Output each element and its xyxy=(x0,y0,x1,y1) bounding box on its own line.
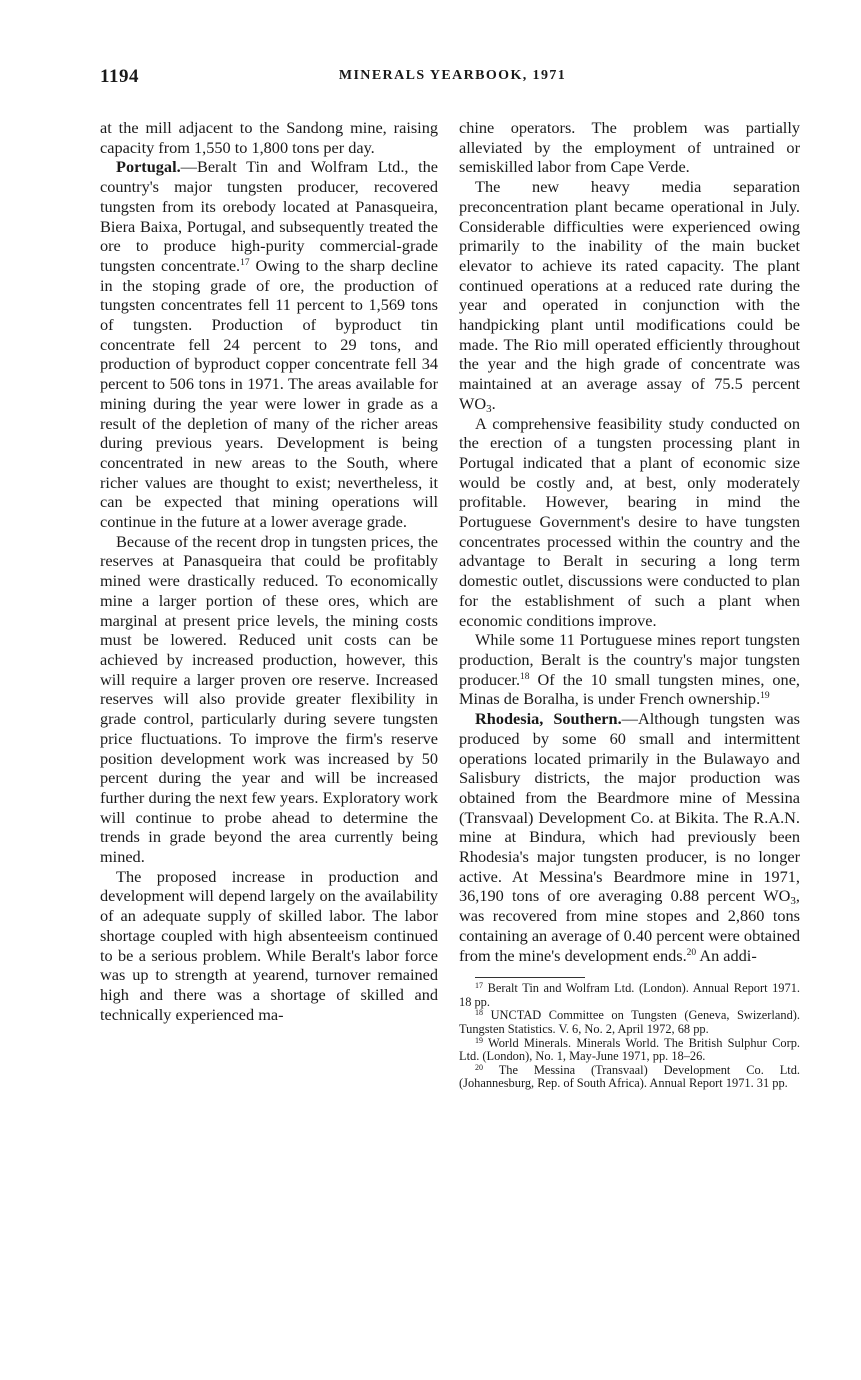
footnote-ref: 17 xyxy=(240,257,250,268)
chemical-subscript: 3 xyxy=(486,402,492,415)
section-heading-portugal: Portugal. xyxy=(116,157,181,177)
paragraph-portugal xyxy=(100,157,438,531)
paragraph-text: chine operators. The problem was partially alleviated by the employment of untrained or semiskilled labor from Cape Verde. xyxy=(459,118,800,177)
page-number: 1194 xyxy=(100,66,139,87)
paragraph-text: at the mill adjacent to the Sandong mine, raising capacity from 1,550 to 1,800 tons per day. xyxy=(100,118,438,157)
footnotes xyxy=(459,982,800,1091)
chemical-subscript: 3 xyxy=(790,895,796,908)
paragraph-text: Because of the recent drop in tungsten prices, the reserves at Panasqueira that could be profitably mined were drastically reduced. To economically mine a larger portion of these ores, which are marginal at present price levels, the mining costs must be lowered. Reduced unit costs can be achieved by increased production, however, this will require a larger proven ore reserve. Increased reserves will also provide greater flexibility in grade control, particularly during severe tungsten price fluctuations. To improve the firm's reserve position development work was increased by 50 percent during the year and will be increased further during the next few years. Exploratory work will continue to probe ahead to determine the trends in grade beyond the area currently being mined. xyxy=(100,531,438,867)
footnote-number: 20 xyxy=(475,1062,483,1072)
paragraph xyxy=(100,118,438,157)
paragraph-text: —Beralt Tin and Wolfram Ltd., the country's major tungsten producer, recovered tungsten from its orebody located at Panasqueira, Biera Baixa, Portugal, and subsequently treated the ore to produce high-purity commercial-grade tungsten concentrate. xyxy=(100,157,438,275)
footnote-text: UNCTAD Committee on Tungsten (Geneva, Swizerland). Tungsten Statistics. V. 6, No. 2, April 1972, 68 pp. xyxy=(459,1008,800,1037)
footnote-divider xyxy=(475,977,585,978)
paragraph xyxy=(459,118,800,177)
paragraph-text: The new heavy media separation preconcentration plant became operational in July. Considerable difficulties were experienced owing primarily to the inability of the main bucket elevator to achieve its rated capacity. The plant continued operations at a reduced rate during the year and operated in conjunction with the handpicking plant until modifications could be made. The Rio mill operated efficiently throughout the year and the high grade of concentrate was maintained at an average assay of 75.5 percent WO xyxy=(459,177,800,413)
paragraph-rhodesia xyxy=(459,709,800,965)
paragraph-text: While some 11 Portuguese mines report tungsten production, Beralt is the country's major tungsten producer. xyxy=(459,630,800,689)
left-column xyxy=(100,118,438,1024)
paragraph-text: . xyxy=(491,393,496,413)
paragraph xyxy=(459,630,800,709)
paragraph xyxy=(100,532,438,867)
paragraph-text: Owing to the sharp decline in the stoping grade of ore, the production of tungsten concentrates fell 11 percent to 1,569 tons of tungsten. Production of byproduct tin concentrate fell 24 percent to 29 tons, and production of byproduct copper concentrate fell 34 percent to 506 tons in 1971. The areas available for mining during the year were lower in grade as a result of the depletion of many of the richer areas during previous years. Development is being concentrated in new areas to the South, where richer values are thought to exist; nevertheless, it can be expected that mining operations will continue in the future at a lower average grade. xyxy=(100,255,439,532)
paragraph-text: A comprehensive feasibility study conducted on the erection of a tungsten processing plant in Portugal indicated that a plant of economic size would be costly and, at best, only moderately profitable. However, bearing in mind the Portuguese Government's desire to have tungsten concentrates processed within the country and the advantage to Beralt in securing a long term domestic outlet, discussions were conducted to plan for the establishment of such a plant when economic conditions improve. xyxy=(459,413,800,630)
footnote-number: 18 xyxy=(475,1008,483,1018)
footnote-ref: 20 xyxy=(686,947,697,958)
page-header xyxy=(100,66,805,90)
footnote-ref: 18 xyxy=(520,671,530,682)
footnote-ref: 19 xyxy=(760,691,770,702)
paragraph-text: The proposed increase in production and development will depend largely on the availability of an adequate supply of skilled labor. The labor shortage coupled with high absenteeism continued to be a serious problem. While Beralt's labor force was up to strength at yearend, turnover remained high and there was a shortage of skilled and technically experienced ma- xyxy=(100,866,438,1024)
section-heading-rhodesia: Rhodesia, Southern. xyxy=(475,709,622,729)
footnote xyxy=(459,982,800,1009)
footnote xyxy=(459,1064,800,1091)
running-title: MINERALS YEARBOOK, 1971 xyxy=(338,68,567,83)
paragraph xyxy=(100,867,438,1025)
footnote-text: World Minerals. Minerals World. The British Sulphur Corp. Ltd. (London), No. 1, May-June 1971, pp. 18–26. xyxy=(459,1035,801,1064)
footnote-text: Beralt Tin and Wolfram Ltd. (London). Annual Report 1971. 18 pp. xyxy=(459,981,800,1009)
footnote xyxy=(459,1037,800,1064)
footnote-number: 17 xyxy=(475,981,483,991)
paragraph xyxy=(459,414,800,631)
paragraph-text: , was recovered from mine stopes and 2,860 tons containing an average of 0.40 percent were obtained from the mine's development ends. xyxy=(459,886,800,965)
paragraph-text: —Although tungsten was produced by some 60 small and intermittent operations located primarily in the Bulawayo and Salisbury districts, the major production was obtained from the Beardmore mine of Messina (Transvaal) Development Co. at Bikita. The R.A.N. mine at Bindura, which had previously been Rhodesia's major tungsten producer, is no longer active. At Messina's Beardmore mine in 1971, 36,190 tons of ore averaging 0.88 percent WO xyxy=(459,709,801,906)
footnote-number: 19 xyxy=(475,1035,483,1045)
paragraph-text: Of the 10 small tungsten mines, one, Minas de Boralha, is under French ownership. xyxy=(459,669,800,709)
right-column xyxy=(459,118,800,1091)
footnote-text: The Messina (Transvaal) Development Co. Ltd. (Johannesburg, Rep. of South Africa). Annual Report 1971. 31 pp. xyxy=(459,1062,801,1091)
paragraph xyxy=(459,177,800,413)
paragraph-text: An addi- xyxy=(696,945,757,965)
footnote xyxy=(459,1009,800,1036)
